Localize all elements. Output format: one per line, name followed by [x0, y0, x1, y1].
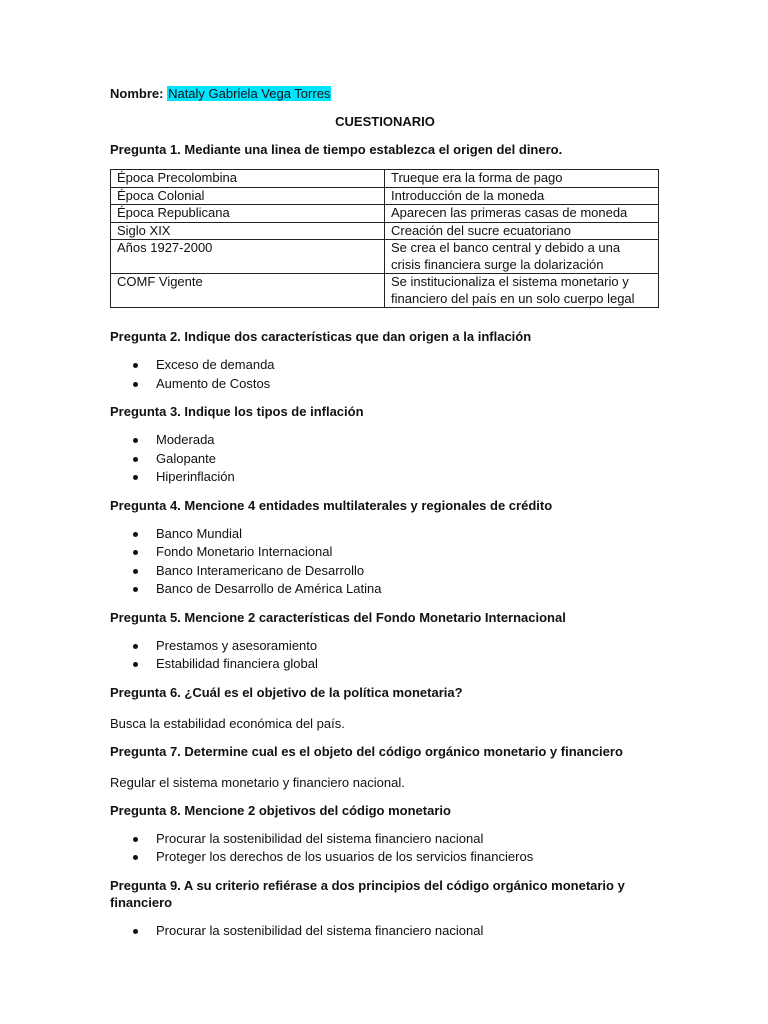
list-item: Fondo Monetario Internacional — [110, 543, 660, 562]
table-row — [111, 205, 659, 223]
list-item: Hiperinflación — [110, 468, 660, 487]
student-name: Nataly Gabriela Vega Torres — [168, 86, 331, 101]
list-item: Aumento de Costos — [110, 375, 660, 394]
question-7: Pregunta 7. Determine cual es el objeto del código orgánico monetario y financiero — [110, 743, 623, 759]
list-item: Exceso de demanda — [110, 356, 660, 375]
list-item: Banco Interamericano de Desarrollo — [110, 562, 660, 581]
timeline-era: Años 1927-2000 — [111, 240, 385, 274]
list-item: Estabilidad financiera global — [110, 655, 660, 674]
list-item: Prestamos y asesoramiento — [110, 637, 660, 656]
question-5: Pregunta 5. Mencione 2 características del Fondo Monetario Internacional — [110, 609, 566, 625]
name-row — [110, 85, 660, 103]
answer-list-5 — [110, 637, 660, 674]
answer-list-8 — [110, 830, 660, 867]
name-label: Nombre: — [110, 86, 164, 101]
question-1: Pregunta 1. Mediante una linea de tiempo establezca el origen del dinero. — [110, 142, 563, 157]
timeline-event: Se crea el banco central y debido a una crisis financiera surge la dolarización — [385, 240, 659, 274]
timeline-event: Aparecen las primeras casas de moneda — [385, 205, 659, 223]
table-row — [111, 222, 659, 240]
answer-list-4 — [110, 525, 660, 599]
document-page — [110, 85, 660, 950]
answer-list-2 — [110, 356, 660, 393]
list-item: Galopante — [110, 450, 660, 469]
table-row — [111, 170, 659, 188]
question-4: Pregunta 4. Mencione 4 entidades multilaterales y regionales de crédito — [110, 497, 553, 513]
question-3: Pregunta 3. Indique los tipos de inflación — [110, 404, 364, 419]
question-2: Pregunta 2. Indique dos características que dan origen a la inflación — [110, 329, 532, 344]
timeline-era: Época Precolombina — [111, 170, 385, 188]
timeline-era: Época Republicana — [111, 205, 385, 223]
table-row — [111, 240, 659, 274]
question-6: Pregunta 6. ¿Cuál es el objetivo de la política monetaria? — [110, 684, 463, 700]
table-row — [111, 187, 659, 205]
question-9: Pregunta 9. A su criterio refiérase a dos principios del código orgánico monetario y financiero — [110, 877, 625, 910]
list-item: Procurar la sostenibilidad del sistema financiero nacional — [110, 830, 660, 849]
document-title: CUESTIONARIO — [335, 114, 435, 129]
answer-6: Busca la estabilidad económica del país. — [110, 715, 345, 731]
list-item: Moderada — [110, 431, 660, 450]
timeline-era: COMF Vigente — [111, 274, 385, 308]
table-row — [111, 274, 659, 308]
answer-7: Regular el sistema monetario y financiero nacional. — [110, 774, 405, 790]
answer-list-3 — [110, 431, 660, 487]
answer-list-9 — [110, 922, 660, 941]
timeline-era: Siglo XIX — [111, 222, 385, 240]
timeline-event: Trueque era la forma de pago — [385, 170, 659, 188]
timeline-event: Introducción de la moneda — [385, 187, 659, 205]
timeline-event: Creación del sucre ecuatoriano — [385, 222, 659, 240]
timeline-era: Época Colonial — [111, 187, 385, 205]
money-timeline-table — [110, 169, 659, 308]
list-item: Banco Mundial — [110, 525, 660, 544]
list-item: Proteger los derechos de los usuarios de los servicios financieros — [110, 848, 660, 867]
question-8: Pregunta 8. Mencione 2 objetivos del código monetario — [110, 802, 451, 818]
list-item: Procurar la sostenibilidad del sistema financiero nacional — [110, 922, 660, 941]
list-item: Banco de Desarrollo de América Latina — [110, 580, 660, 599]
timeline-event: Se institucionaliza el sistema monetario y financiero del país en un solo cuerpo legal — [385, 274, 659, 308]
